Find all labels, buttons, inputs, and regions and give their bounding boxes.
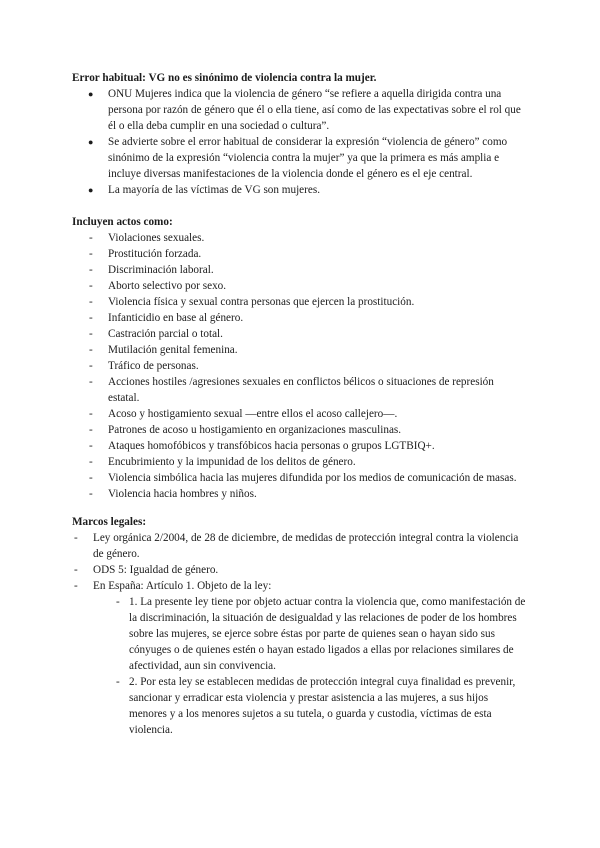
dash-marker: - [116, 676, 120, 688]
dash-marker: - [89, 456, 93, 468]
list-item [72, 262, 528, 278]
dash-marker: - [89, 440, 93, 452]
dash-marker: - [116, 596, 120, 608]
nested-list-articulo-1 [72, 594, 528, 738]
list-item-text: Acciones hostiles /agresiones sexuales en conflictos bélicos o situaciones de represión estatal. [108, 376, 494, 404]
dash-marker: - [89, 376, 93, 388]
dash-marker: - [89, 344, 93, 356]
list-item-text: La mayoría de las víctimas de VG son mujeres. [108, 184, 320, 196]
list-item-text: Violencia hacia hombres y niños. [108, 488, 257, 500]
dash-marker: - [89, 472, 93, 484]
list-item [72, 470, 528, 486]
dash-marker: - [89, 488, 93, 500]
list-item [72, 326, 528, 342]
dash-marker: - [89, 232, 93, 244]
dash-marker: - [74, 532, 78, 544]
list-item [72, 310, 528, 326]
list-item-text: En España: Artículo 1. Objeto de la ley: [93, 580, 272, 592]
list-item-text: Infanticidio en base al género. [108, 312, 244, 324]
list-item-text: Prostitución forzada. [108, 248, 202, 260]
dash-marker: - [89, 408, 93, 420]
section-heading-marcos-legales: Marcos legales: [72, 516, 147, 528]
list-item-text: Ataques homofóbicos y transfóbicos hacia personas o grupos LGTBIQ+. [108, 440, 435, 452]
dash-marker: - [74, 564, 78, 576]
list-item-text: Tráfico de personas. [108, 360, 199, 372]
list-item-text: Encubrimiento y la impunidad de los delitos de género. [108, 456, 356, 468]
dash-marker: - [89, 280, 93, 292]
list-item-text: Patrones de acoso u hostigamiento en organizaciones masculinas. [108, 424, 402, 436]
dash-marker: - [89, 424, 93, 436]
dash-marker: - [89, 312, 93, 324]
list-item-text: Ley orgánica 2/2004, de 28 de diciembre, de medidas de protección integral contra la violencia de género. [93, 532, 519, 560]
list-item-text: 2. Por esta ley se establecen medidas de protección integral cuya finalidad es prevenir, sancionar y erradicar esta violencia y prestar asistencia a las mujeres, a sus hijos menores y a los menores sujetos a su tutela, o guarda y custodia, víctimas de esta violencia. [129, 676, 516, 736]
list-item [72, 182, 528, 198]
list-item-text: ODS 5: Igualdad de género. [93, 564, 219, 576]
list-item [72, 594, 528, 674]
list-item-text: Se advierte sobre el error habitual de considerar la expresión “violencia de género” como sinónimo de la expresión “violencia contra la mujer” ya que la primera es más amplia e incluye diversas manifestaciones de la violencia donde el género es el eje central. [108, 136, 508, 180]
list-item [72, 294, 528, 310]
list-item-text: Violaciones sexuales. [108, 232, 205, 244]
bullet-marker: ● [88, 137, 94, 147]
dash-marker: - [89, 328, 93, 340]
list-item-text: 1. La presente ley tiene por objeto actuar contra la violencia que, como manifestación de la discriminación, la situación de desigualdad y las relaciones de poder de los hombres sobre las mujeres, se ejerce sobre éstas por parte de quienes sean o hayan sido sus cónyuges o de quienes estén o hayan estado ligados a ellas por relaciones similares de afectividad, aun sin convivencia. [129, 596, 526, 672]
list-item-text: Acoso y hostigamiento sexual —entre ellos el acoso callejero—. [108, 408, 398, 420]
list-item [72, 438, 528, 454]
list-item-text: Violencia simbólica hacia las mujeres difundida por los medios de comunicación de masas. [108, 472, 517, 484]
list-item [72, 454, 528, 470]
list-item [72, 530, 528, 562]
dash-list-marcos-legales [72, 530, 528, 594]
list-item-text: Mutilación genital femenina. [108, 344, 238, 356]
list-item [72, 134, 528, 182]
list-item [72, 374, 528, 406]
document-body [72, 70, 528, 738]
list-item [72, 422, 528, 438]
bullet-marker: ● [88, 89, 94, 99]
dash-list-actos [72, 230, 528, 502]
list-item [72, 674, 528, 738]
list-item [72, 406, 528, 422]
list-item [72, 578, 528, 594]
dash-marker: - [74, 580, 78, 592]
bullet-list-definitions [72, 86, 528, 198]
list-item-text: Aborto selectivo por sexo. [108, 280, 227, 292]
section-heading-error-habitual: Error habitual: VG no es sinónimo de violencia contra la mujer. [72, 72, 377, 84]
list-item [72, 230, 528, 246]
list-item-text: Castración parcial o total. [108, 328, 223, 340]
list-item [72, 86, 528, 134]
list-item [72, 342, 528, 358]
dash-marker: - [89, 264, 93, 276]
dash-marker: - [89, 296, 93, 308]
list-item [72, 358, 528, 374]
list-item-text: Discriminación laboral. [108, 264, 214, 276]
section-heading-actos: Incluyen actos como: [72, 216, 173, 228]
list-item [72, 278, 528, 294]
list-item-text: ONU Mujeres indica que la violencia de género “se refiere a aquella dirigida contra una persona por razón de género que él o ella tiene, así como de las expectativas sobre el rol que él o ella deba cumplir en una sociedad o cultura”. [108, 88, 521, 132]
dash-marker: - [89, 360, 93, 372]
list-item-text: Violencia física y sexual contra personas que ejercen la prostitución. [108, 296, 415, 308]
bullet-marker: ● [88, 185, 94, 195]
dash-marker: - [89, 248, 93, 260]
list-item [72, 562, 528, 578]
list-item [72, 246, 528, 262]
list-item [72, 486, 528, 502]
